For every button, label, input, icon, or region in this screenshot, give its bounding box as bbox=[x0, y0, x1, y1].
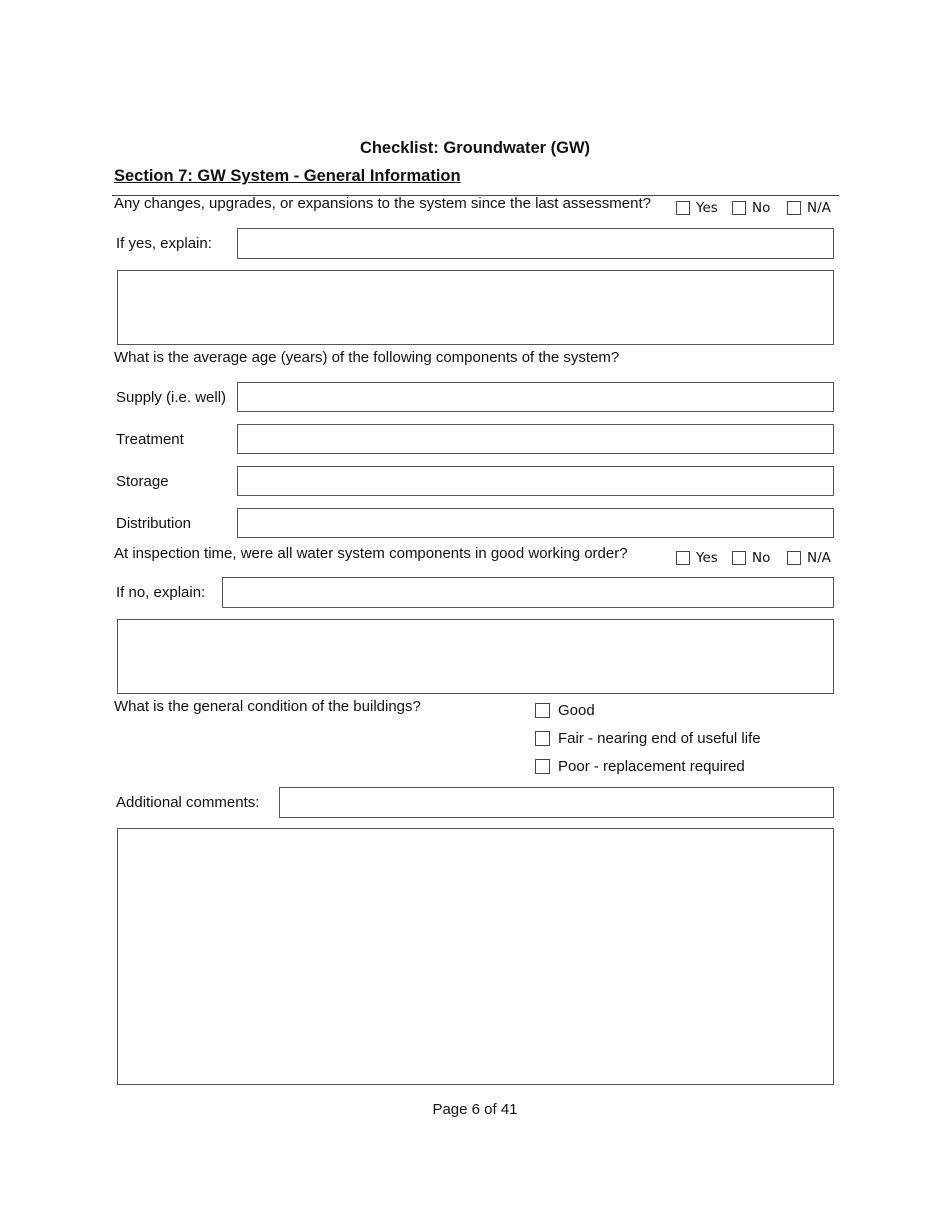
additional-comments-field[interactable] bbox=[279, 787, 834, 818]
supply-label: Supply (i.e. well) bbox=[116, 389, 227, 406]
storage-age-field[interactable] bbox=[237, 466, 834, 496]
supply-age-field[interactable] bbox=[237, 382, 834, 412]
question-working-order: At inspection time, were all water system components in good working order? bbox=[114, 545, 628, 562]
option-label: No bbox=[752, 200, 771, 216]
option-condition-fair[interactable] bbox=[535, 730, 761, 747]
section-heading: Section 7: GW System - General Information bbox=[114, 167, 461, 185]
question-building-condition: What is the general condition of the buildings? bbox=[114, 698, 421, 715]
document-title: Checklist: Groundwater (GW) bbox=[359, 139, 591, 157]
option-label: Poor - replacement required bbox=[558, 758, 745, 775]
if-yes-explain-field[interactable] bbox=[237, 228, 834, 259]
option-label: Yes bbox=[696, 550, 718, 566]
option-changes-no[interactable] bbox=[732, 200, 770, 216]
additional-comments-label: Additional comments: bbox=[116, 794, 260, 811]
option-working-na[interactable] bbox=[787, 550, 831, 566]
distribution-label: Distribution bbox=[116, 515, 192, 532]
page-number: Page 6 of 41 bbox=[432, 1101, 518, 1118]
if-no-explain-label: If no, explain: bbox=[116, 584, 206, 601]
option-changes-yes[interactable] bbox=[676, 200, 718, 216]
checkbox-working-na[interactable] bbox=[787, 551, 801, 565]
checkbox-changes-na[interactable] bbox=[787, 201, 801, 215]
storage-label: Storage bbox=[116, 473, 169, 490]
option-label: Good bbox=[558, 702, 595, 719]
option-working-yes[interactable] bbox=[676, 550, 718, 566]
option-label: N/A bbox=[807, 550, 831, 566]
checkbox-condition-fair[interactable] bbox=[535, 731, 550, 746]
checkbox-condition-poor[interactable] bbox=[535, 759, 550, 774]
checkbox-changes-no[interactable] bbox=[732, 201, 746, 215]
if-yes-explain-textarea[interactable] bbox=[117, 270, 834, 345]
checkbox-condition-good[interactable] bbox=[535, 703, 550, 718]
option-condition-good[interactable] bbox=[535, 702, 595, 719]
distribution-age-field[interactable] bbox=[237, 508, 834, 538]
treatment-age-field[interactable] bbox=[237, 424, 834, 454]
treatment-label: Treatment bbox=[116, 431, 184, 448]
option-working-no[interactable] bbox=[732, 550, 770, 566]
if-yes-explain-label: If yes, explain: bbox=[116, 235, 212, 252]
if-no-explain-field[interactable] bbox=[222, 577, 834, 608]
question-system-changes: Any changes, upgrades, or expansions to the system since the last assessment? bbox=[114, 195, 651, 212]
checkbox-changes-yes[interactable] bbox=[676, 201, 690, 215]
option-label: Fair - nearing end of useful life bbox=[558, 730, 761, 747]
option-condition-poor[interactable] bbox=[535, 758, 745, 775]
checkbox-working-no[interactable] bbox=[732, 551, 746, 565]
checkbox-working-yes[interactable] bbox=[676, 551, 690, 565]
option-label: Yes bbox=[696, 200, 718, 216]
option-changes-na[interactable] bbox=[787, 200, 831, 216]
if-no-explain-textarea[interactable] bbox=[117, 619, 834, 694]
additional-comments-textarea[interactable] bbox=[117, 828, 834, 1085]
option-label: N/A bbox=[807, 200, 831, 216]
option-label: No bbox=[752, 550, 771, 566]
question-average-age: What is the average age (years) of the following components of the system? bbox=[114, 349, 620, 366]
